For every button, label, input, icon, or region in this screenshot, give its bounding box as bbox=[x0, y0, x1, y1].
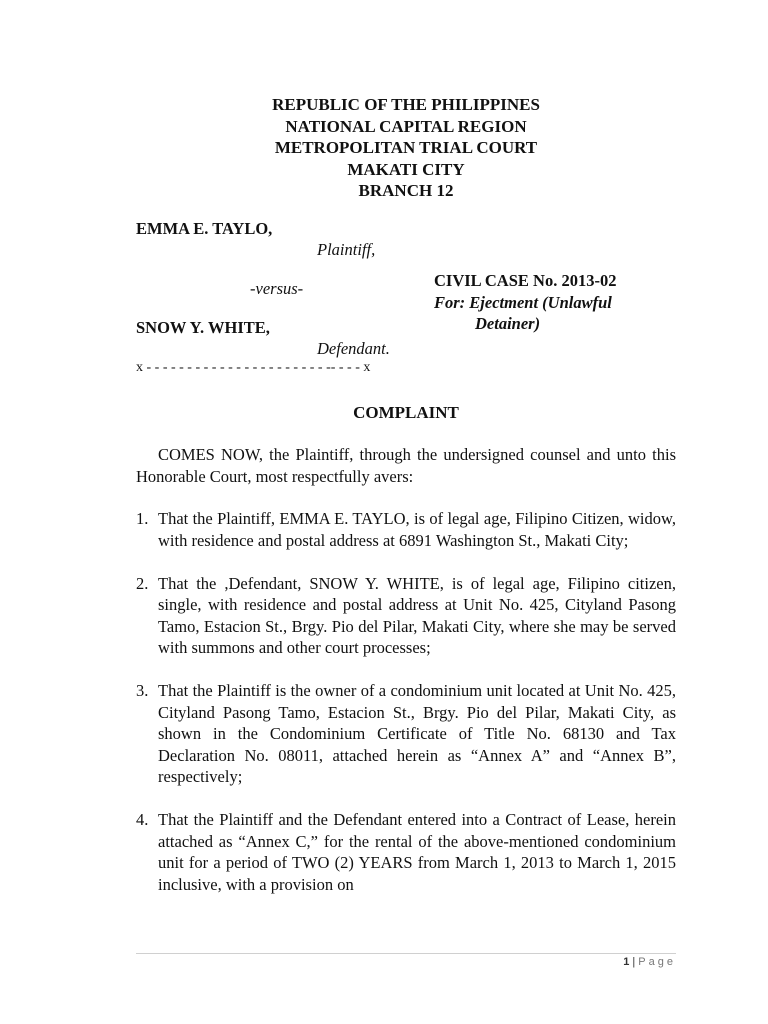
paragraph-number: 4. bbox=[136, 810, 149, 829]
plaintiff-name: EMMA E. TAYLO, bbox=[136, 219, 273, 238]
paragraph-number: 2. bbox=[136, 573, 149, 593]
paragraph-text: That the Plaintiff is the owner of a condominium unit located at Unit No. 425, Cityland Pasong Tamo, Estacion St., Brgy. Pio del Pilar, Makati City, as shown in the Condominium Certificate of Title No. 68130 and Tax Declaration No. 08011, attached herein as “Annex A” and “Annex B”, respectively; bbox=[158, 681, 676, 786]
case-number: CIVIL CASE No. 2013-02 bbox=[434, 271, 617, 290]
intro-paragraph: COMES NOW, the Plaintiff, through the undersigned counsel and unto this Honorable Court, most respectfully avers: bbox=[136, 445, 676, 486]
paragraph-text: That the Plaintiff, EMMA E. TAYLO, is of legal age, Filipino Citizen, widow, with residence and postal address at 6891 Washington St., Makati City; bbox=[158, 509, 676, 550]
page-footer bbox=[623, 956, 676, 968]
allegations-list bbox=[136, 508, 676, 917]
heading-city: MAKATI CITY bbox=[347, 159, 465, 179]
case-nature-line2: Detainer) bbox=[475, 314, 541, 333]
caption-separator: x - - - - - - - - - - - - - - - - - - - - - - -- - - - x bbox=[136, 360, 371, 375]
paragraph-text: That the Plaintiff and the Defendant entered into a Contract of Lease, herein attached as “Annex C,” for the rental of the above-mentioned condominium unit for a period of TWO (2) YEARS from March 1, 2013 to March 1, 2015 inclusive, with a provision on bbox=[158, 810, 676, 894]
complaint-title: COMPLAINT bbox=[353, 403, 459, 422]
case-nature-line1: For: Ejectment (Unlawful bbox=[434, 293, 612, 312]
heading-branch: BRANCH 12 bbox=[358, 181, 454, 200]
list-item bbox=[136, 573, 676, 659]
list-item bbox=[136, 809, 676, 895]
paragraph-number: 3. bbox=[136, 681, 149, 700]
footer-divider bbox=[136, 953, 676, 954]
page-separator: | bbox=[632, 956, 636, 968]
page-number: 1 bbox=[623, 956, 630, 968]
paragraph-text: That the ,Defendant, SNOW Y. WHITE, is of legal age, Filipino citizen, single, with residence and postal address at Unit No. 425, Cityland Pasong Tamo, Estacion St., Brgy. Pio del Pilar, Makati City, where she may be served with summons and other court processes; bbox=[158, 573, 676, 657]
paragraph-number: 1. bbox=[136, 509, 149, 528]
versus-label: -versus- bbox=[250, 279, 304, 298]
court-heading bbox=[0, 94, 768, 202]
heading-region: NATIONAL CAPITAL REGION bbox=[285, 116, 527, 136]
heading-republic: REPUBLIC OF THE PHILIPPINES bbox=[272, 95, 540, 114]
list-item bbox=[136, 508, 676, 551]
page-word: Page bbox=[638, 956, 676, 968]
plaintiff-role: Plaintiff, bbox=[317, 240, 376, 259]
defendant-role: Defendant. bbox=[317, 339, 390, 358]
heading-court: METROPOLITAN TRIAL COURT bbox=[274, 138, 538, 157]
defendant-name: SNOW Y. WHITE, bbox=[136, 318, 270, 337]
list-item bbox=[136, 680, 676, 788]
